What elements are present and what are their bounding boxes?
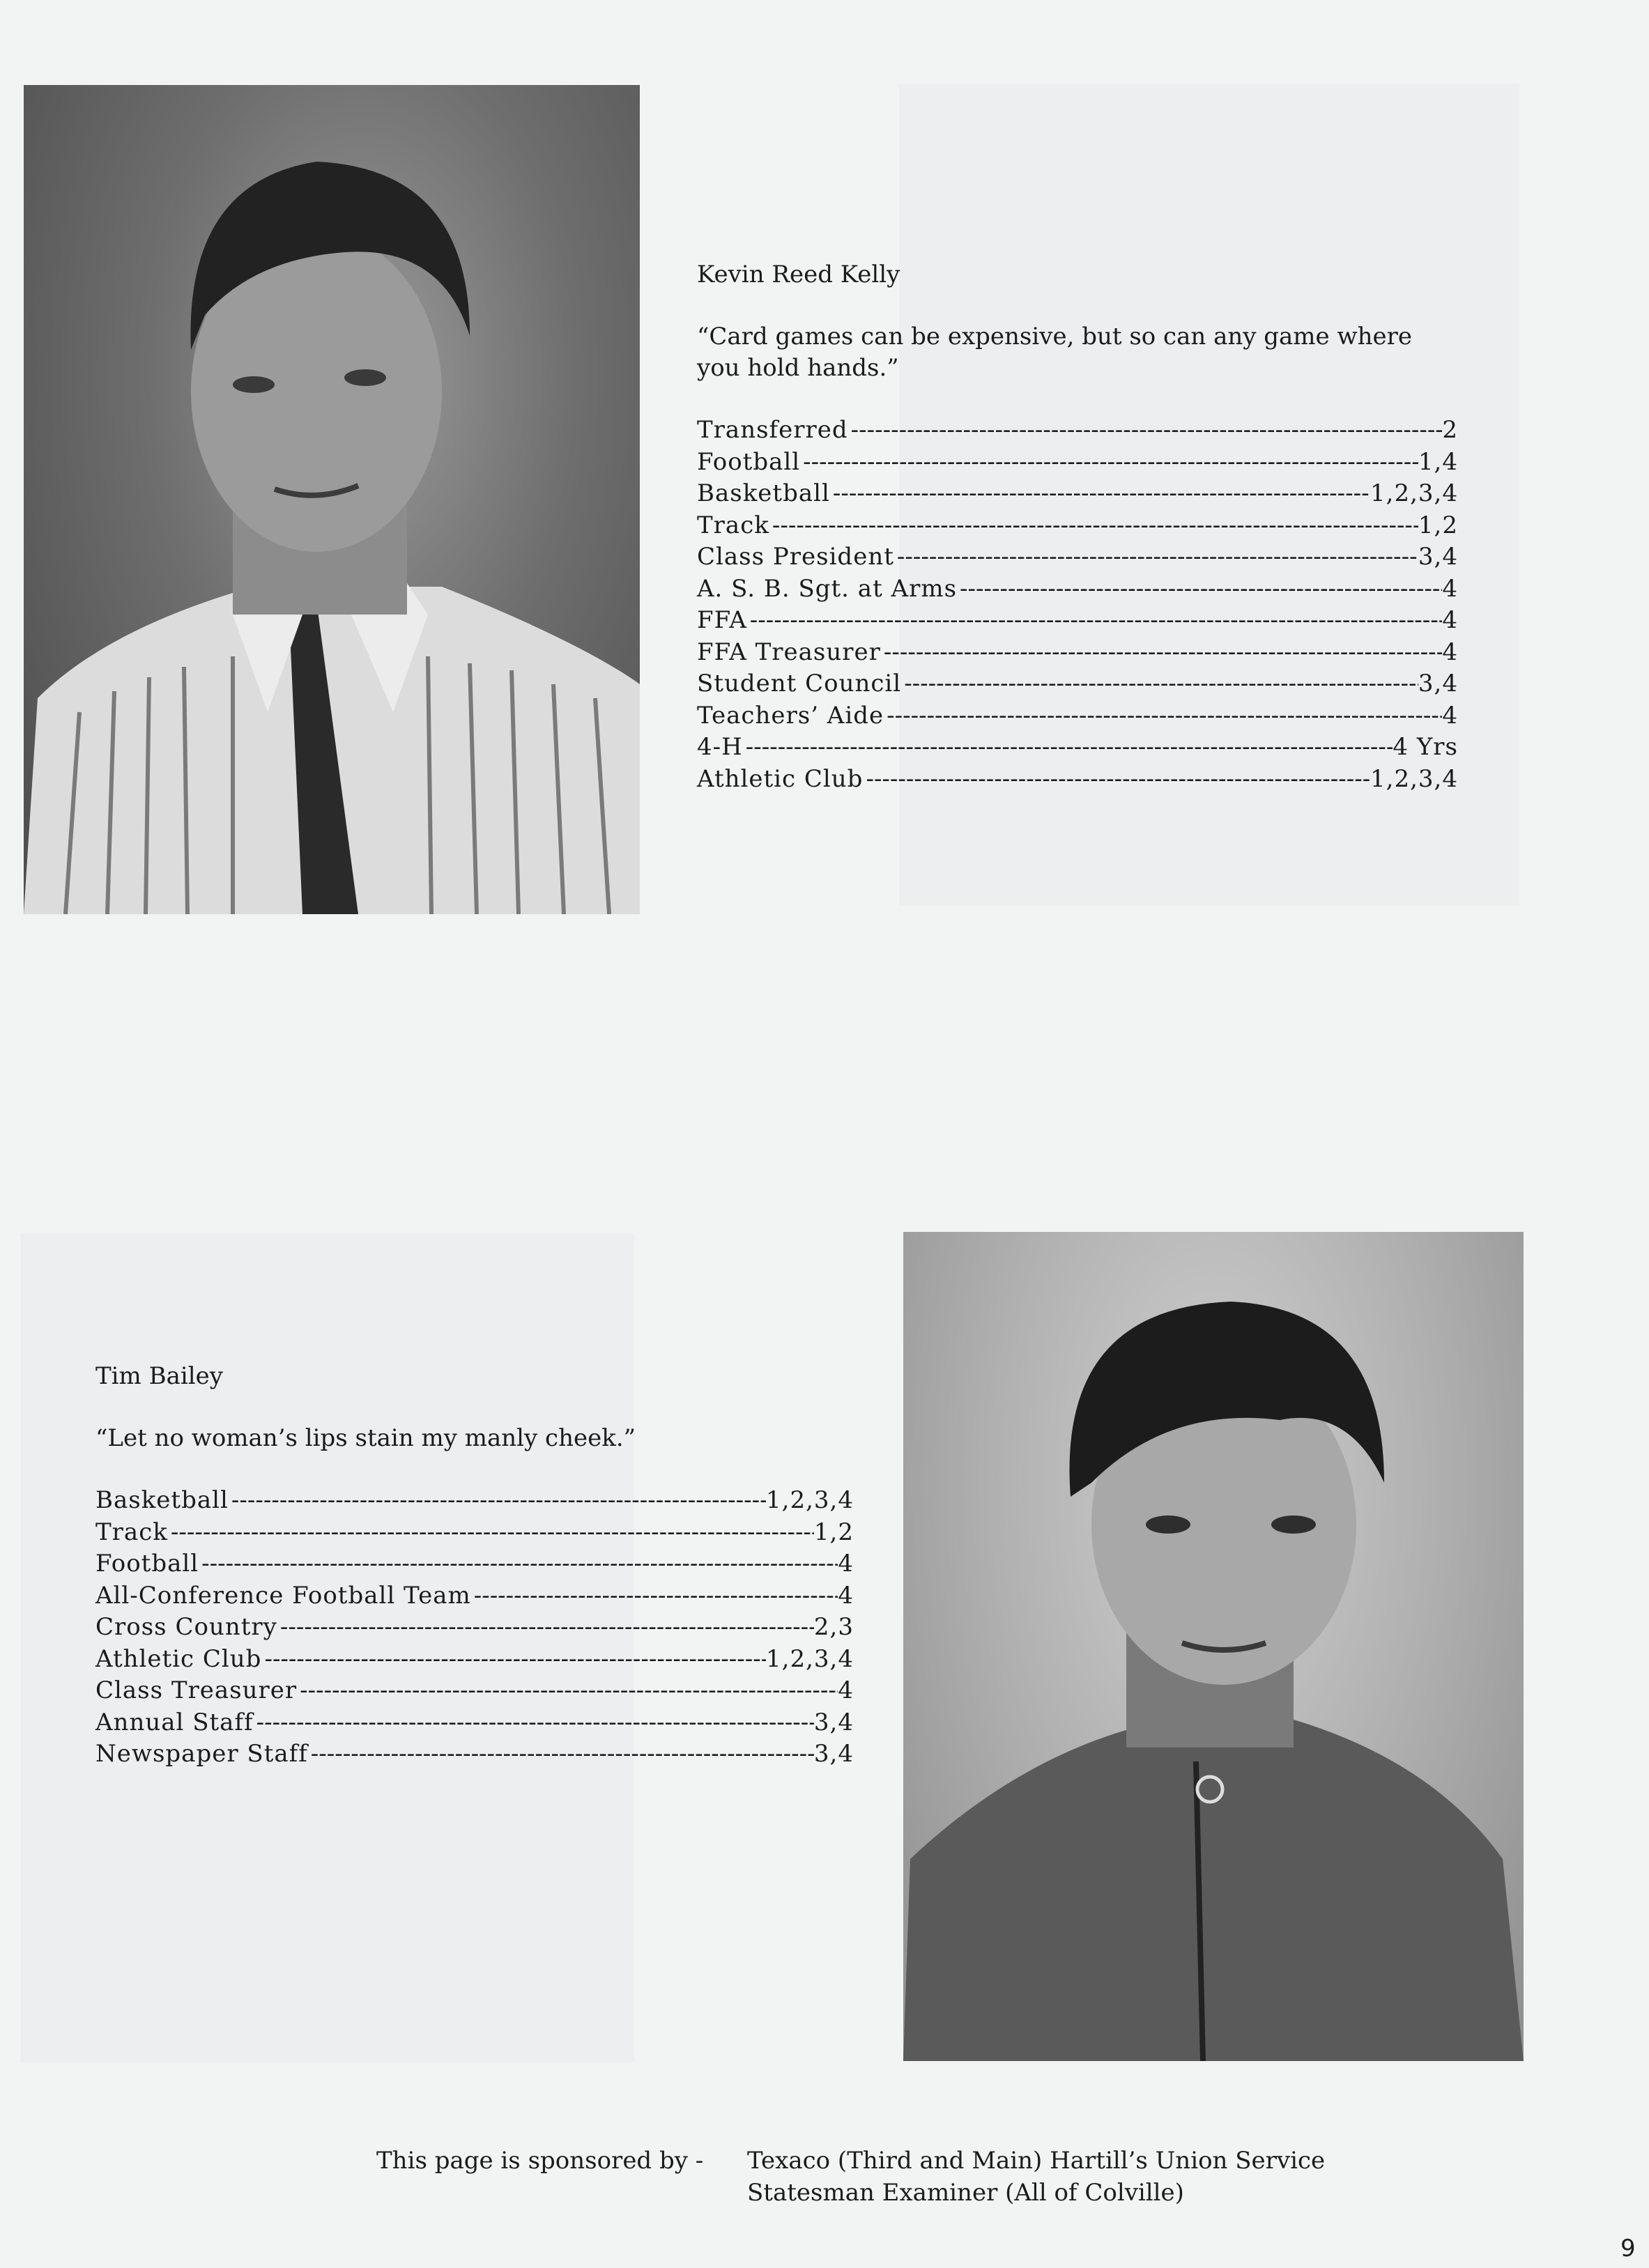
activity-row xyxy=(697,478,1458,510)
activity-label: Cross Country xyxy=(95,1613,277,1641)
activity-label: Football xyxy=(697,447,801,476)
activity-label: Basketball xyxy=(95,1486,229,1514)
activity-years: 4 xyxy=(838,1581,854,1610)
activity-label: Athletic Club xyxy=(95,1644,262,1673)
dot-leader xyxy=(743,732,1393,763)
activities-list xyxy=(697,415,1458,795)
activity-row xyxy=(95,1644,854,1676)
portrait-illustration xyxy=(24,85,640,914)
activity-years: 1,2,3,4 xyxy=(1370,764,1458,793)
student-quote: “Card games can be expensive, but so can any game where you hold hands.” xyxy=(697,323,1412,382)
dot-leader xyxy=(168,1517,814,1548)
activity-label: A. S. B. Sgt. at Arms xyxy=(697,574,958,603)
activity-row xyxy=(697,510,1458,542)
activities-list xyxy=(95,1485,854,1771)
dot-leader xyxy=(884,700,1442,732)
dot-leader xyxy=(769,510,1418,541)
activity-label: Newspaper Staff xyxy=(95,1740,308,1768)
dot-leader xyxy=(254,1707,814,1738)
dot-leader xyxy=(261,1644,766,1675)
activity-years: 4 xyxy=(1442,606,1458,634)
dot-leader xyxy=(747,605,1443,636)
activity-years: 3,4 xyxy=(1418,543,1458,571)
activity-row xyxy=(697,573,1458,605)
student-name: Tim Bailey xyxy=(95,1362,223,1390)
dot-leader xyxy=(901,668,1418,700)
activity-label: Class Treasurer xyxy=(95,1676,298,1704)
dot-leader xyxy=(297,1675,838,1706)
portrait-photo-tim-bailey xyxy=(903,1232,1524,2061)
activity-years: 1,4 xyxy=(1418,447,1458,476)
activity-row xyxy=(697,605,1458,637)
activity-years: 1,2,3,4 xyxy=(766,1486,854,1514)
activity-years: 1,2,3,4 xyxy=(766,1644,854,1673)
activity-years: 3,4 xyxy=(1418,670,1458,697)
activity-row xyxy=(95,1517,854,1549)
student-quote: “Let no woman’s lips stain my manly cheek.” xyxy=(95,1424,636,1452)
activity-row xyxy=(95,1738,854,1771)
activity-row xyxy=(697,700,1458,732)
activity-years: 4 xyxy=(1442,574,1458,603)
activity-years: 4 Yrs xyxy=(1393,733,1458,761)
activity-years: 1,2,3,4 xyxy=(1370,479,1458,507)
activity-label: Track xyxy=(697,511,769,539)
dot-leader xyxy=(830,478,1370,509)
activity-years: 1,2 xyxy=(1418,511,1458,539)
activity-row xyxy=(95,1675,854,1707)
student-bio-kevin-reed-kelly xyxy=(697,259,1458,795)
activity-years: 4 xyxy=(838,1550,854,1577)
activity-row xyxy=(95,1612,854,1644)
dot-leader xyxy=(199,1548,838,1580)
student-name: Kevin Reed Kelly xyxy=(697,261,900,288)
activity-label: Student Council xyxy=(697,670,902,697)
dot-leader xyxy=(848,415,1443,446)
dot-leader xyxy=(308,1738,814,1770)
activity-row xyxy=(95,1707,854,1739)
activity-label: Track xyxy=(95,1518,168,1546)
portrait-illustration xyxy=(903,1232,1524,2061)
activity-row xyxy=(697,637,1458,669)
activity-row xyxy=(95,1485,854,1517)
activity-years: 4 xyxy=(1442,701,1458,730)
activity-label: Class President xyxy=(697,543,894,571)
dot-leader xyxy=(894,541,1418,573)
activity-label: 4-H xyxy=(697,733,743,761)
portrait-photo-kevin-reed-kelly xyxy=(24,85,640,914)
activity-years: 4 xyxy=(1442,638,1458,666)
activity-row xyxy=(697,541,1458,573)
dot-leader xyxy=(800,447,1418,478)
sponsor-line-1: Texaco (Third and Main) Hartill’s Union Service xyxy=(747,2147,1326,2175)
activity-row xyxy=(697,415,1458,447)
page-number: 9 xyxy=(1620,2235,1636,2262)
activity-row xyxy=(95,1548,854,1580)
activity-label: Transferred xyxy=(697,416,848,444)
activity-years: 2,3 xyxy=(813,1613,854,1641)
dot-leader xyxy=(471,1580,838,1612)
activity-row xyxy=(697,447,1458,479)
dot-leader xyxy=(863,764,1370,795)
activity-years: 3,4 xyxy=(813,1708,854,1736)
activity-label: Football xyxy=(95,1550,199,1577)
sponsor-lead: This page is sponsored by - xyxy=(376,2147,704,2175)
activity-label: Athletic Club xyxy=(697,764,864,793)
activity-row xyxy=(697,764,1458,796)
activity-label: FFA Treasurer xyxy=(697,638,881,666)
activity-label: Annual Staff xyxy=(95,1708,254,1736)
dot-leader xyxy=(881,637,1442,668)
activity-label: Teachers’ Aide xyxy=(697,701,884,730)
student-bio-tim-bailey xyxy=(95,1361,854,1771)
dot-leader xyxy=(277,1612,814,1643)
activity-years: 1,2 xyxy=(813,1518,854,1546)
activity-row xyxy=(697,732,1458,764)
activity-row xyxy=(697,668,1458,700)
activity-label: All-Conference Football Team xyxy=(95,1581,471,1610)
activity-years: 4 xyxy=(838,1676,854,1704)
activity-years: 2 xyxy=(1442,416,1458,444)
activity-row xyxy=(95,1580,854,1612)
sponsor-line-2: Statesman Examiner (All of Colville) xyxy=(747,2179,1184,2207)
dot-leader xyxy=(229,1485,766,1516)
dot-leader xyxy=(957,573,1442,605)
activity-label: FFA xyxy=(697,606,747,634)
activity-label: Basketball xyxy=(697,479,830,507)
activity-years: 3,4 xyxy=(813,1740,854,1768)
